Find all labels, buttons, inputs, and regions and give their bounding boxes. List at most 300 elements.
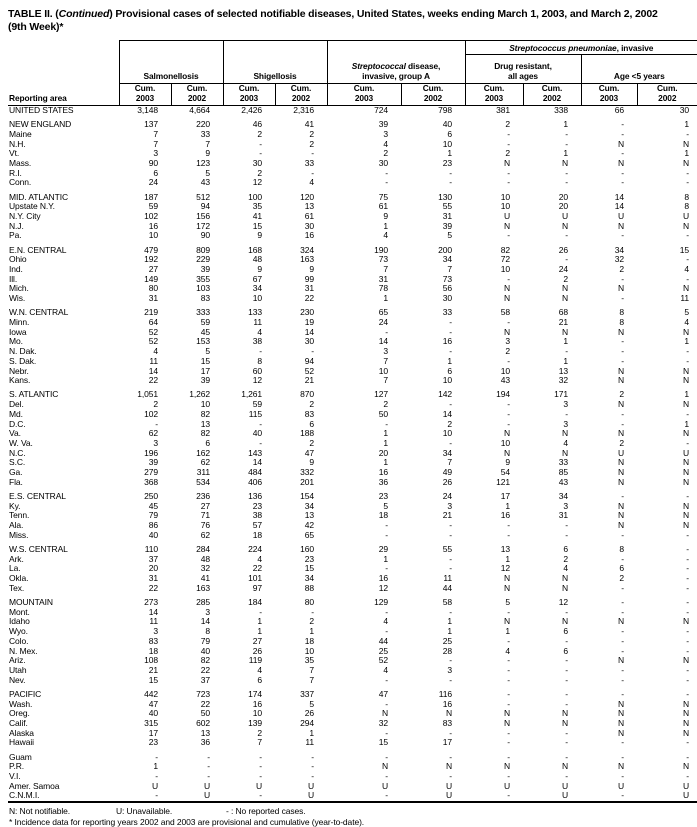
value-cell: - bbox=[311, 148, 314, 159]
value-cell: - bbox=[311, 346, 314, 357]
value-cell: 32 bbox=[378, 717, 388, 728]
table-title bbox=[8, 8, 689, 33]
value-cell: 1 bbox=[684, 389, 690, 400]
value-cell: - bbox=[565, 727, 568, 738]
value-cell: 80 bbox=[304, 597, 314, 608]
table-row bbox=[8, 656, 697, 666]
reporting-area-cell: Miss. bbox=[9, 529, 29, 540]
value-cell: 115 bbox=[248, 408, 262, 419]
value-cell: 7 bbox=[383, 375, 388, 386]
value-cell: N bbox=[503, 158, 510, 169]
value-cell: N bbox=[617, 476, 624, 487]
table-row bbox=[8, 308, 697, 318]
value-cell: 37 bbox=[200, 674, 210, 685]
table-row bbox=[8, 120, 697, 130]
value-cell: U bbox=[682, 790, 690, 801]
value-cell: N bbox=[503, 428, 510, 439]
value-cell: - bbox=[621, 293, 624, 304]
value-cell: 119 bbox=[248, 655, 262, 666]
value-cell: - bbox=[507, 399, 510, 410]
value-cell: 61 bbox=[378, 201, 388, 212]
value-cell: 3 bbox=[447, 664, 452, 675]
value-cell: 2,426 bbox=[241, 105, 262, 115]
value-cell: 809 bbox=[196, 244, 210, 255]
cum-year-cell: Cum. 2002 bbox=[523, 84, 581, 106]
value-cell: N bbox=[682, 476, 690, 487]
reporting-area-cell: N.H. bbox=[9, 138, 26, 149]
value-cell: 24 bbox=[558, 264, 568, 275]
value-cell: 46 bbox=[252, 119, 262, 130]
value-cell: U bbox=[307, 790, 314, 801]
value-cell: - bbox=[565, 751, 568, 762]
value-cell: - bbox=[311, 771, 314, 781]
table-row bbox=[8, 265, 697, 275]
value-cell: N bbox=[682, 520, 690, 531]
value-cell: N bbox=[617, 399, 624, 410]
value-cell: 4 bbox=[257, 326, 262, 337]
value-cell: 6 bbox=[563, 645, 568, 656]
value-cell: 484 bbox=[248, 467, 262, 478]
value-cell: 333 bbox=[196, 307, 210, 318]
value-cell: 50 bbox=[200, 708, 210, 719]
reporting-area-cell: R.I. bbox=[9, 167, 22, 178]
value-cell: - bbox=[385, 771, 388, 781]
value-cell: - bbox=[565, 655, 568, 666]
value-cell: N bbox=[503, 582, 510, 593]
value-cell: 58 bbox=[442, 597, 452, 608]
value-cell: - bbox=[621, 346, 624, 357]
value-cell: 32 bbox=[614, 254, 624, 265]
table-row bbox=[8, 719, 697, 729]
value-cell: U bbox=[151, 780, 158, 791]
table-row bbox=[8, 709, 697, 719]
value-cell: 17 bbox=[148, 727, 158, 738]
cum-year-cell: Cum. 2003 bbox=[119, 84, 171, 106]
value-cell: - bbox=[449, 553, 452, 564]
value-cell: 3 bbox=[205, 606, 210, 617]
table-row bbox=[8, 429, 697, 439]
value-cell: 36 bbox=[200, 737, 210, 748]
value-cell: 49 bbox=[442, 467, 452, 478]
value-cell: U bbox=[561, 790, 568, 801]
value-cell: - bbox=[621, 606, 624, 617]
value-cell: 26 bbox=[558, 244, 568, 255]
value-cell: - bbox=[507, 688, 510, 699]
value-cell: - bbox=[686, 254, 690, 265]
value-cell: - bbox=[311, 606, 314, 617]
table-row bbox=[8, 410, 697, 420]
value-cell: 26 bbox=[252, 645, 262, 656]
value-cell: 30 bbox=[378, 158, 388, 169]
value-cell: - bbox=[621, 230, 624, 241]
value-cell: - bbox=[507, 418, 510, 429]
value-cell: 31 bbox=[442, 211, 452, 222]
reporting-area-cell: Mont. bbox=[9, 606, 30, 617]
table-row bbox=[8, 246, 697, 256]
value-cell: 16 bbox=[252, 698, 262, 709]
value-cell: 2,316 bbox=[293, 105, 314, 115]
value-cell: N bbox=[503, 283, 510, 294]
value-cell: - bbox=[259, 418, 262, 429]
value-cell: - bbox=[449, 771, 452, 781]
value-cell: N bbox=[617, 220, 624, 231]
value-cell: 16 bbox=[442, 336, 452, 347]
value-cell: 2 bbox=[257, 727, 262, 738]
value-cell: N bbox=[682, 698, 690, 709]
value-cell: N bbox=[617, 326, 624, 337]
value-cell: - bbox=[565, 606, 568, 617]
value-cell: - bbox=[385, 751, 388, 762]
value-cell: - bbox=[449, 438, 452, 448]
value-cell: 39 bbox=[378, 119, 388, 130]
value-cell: - bbox=[686, 553, 690, 564]
reporting-area-cell: S.C. bbox=[9, 457, 26, 468]
value-cell: 3,148 bbox=[137, 105, 158, 115]
value-cell: N bbox=[561, 708, 568, 719]
value-cell: 1 bbox=[447, 626, 452, 637]
value-cell: 16 bbox=[378, 573, 388, 584]
reporting-area-cell: UNITED STATES bbox=[9, 105, 74, 115]
value-cell: N bbox=[503, 326, 510, 337]
value-cell: - bbox=[449, 520, 452, 531]
value-cell: 19 bbox=[304, 317, 314, 328]
value-cell: - bbox=[686, 645, 690, 656]
value-cell: - bbox=[621, 771, 624, 781]
strep-a-line2: invasive, group A bbox=[362, 70, 430, 81]
value-cell: - bbox=[621, 119, 624, 130]
value-cell: 13 bbox=[304, 201, 314, 212]
value-cell: 14 bbox=[148, 365, 158, 376]
value-cell: N bbox=[561, 573, 568, 584]
value-cell: 29 bbox=[378, 544, 388, 555]
value-cell: N bbox=[682, 375, 690, 386]
value-cell: N bbox=[503, 616, 510, 627]
value-cell: 62 bbox=[148, 428, 158, 439]
footnote-asterisk: * Incidence data for reporting years 2002 and 2003 are provisional and cumulative (year-to-date). bbox=[9, 816, 365, 827]
value-cell: 14 bbox=[378, 336, 388, 347]
value-cell: 1 bbox=[505, 553, 510, 564]
value-cell: - bbox=[259, 790, 262, 801]
reporting-area-cell: Calif. bbox=[9, 717, 28, 728]
value-cell: 47 bbox=[378, 688, 388, 699]
value-cell: 52 bbox=[148, 336, 158, 347]
value-cell: 1 bbox=[563, 355, 568, 366]
value-cell: 1 bbox=[684, 119, 690, 130]
value-cell: 56 bbox=[442, 283, 452, 294]
value-cell: 71 bbox=[200, 510, 210, 521]
value-cell: - bbox=[686, 230, 690, 241]
value-cell: 82 bbox=[500, 244, 510, 255]
value-cell: 2 bbox=[505, 148, 510, 159]
value-cell: 47 bbox=[304, 447, 314, 458]
value-cell: - bbox=[259, 438, 262, 448]
value-cell: 11 bbox=[149, 616, 158, 627]
value-cell: 90 bbox=[148, 158, 158, 169]
value-cell: U bbox=[203, 790, 210, 801]
value-cell: 40 bbox=[252, 428, 262, 439]
value-cell: 9 bbox=[205, 148, 210, 159]
value-cell: 22 bbox=[200, 698, 210, 709]
value-cell: 27 bbox=[252, 635, 262, 646]
value-cell: - bbox=[507, 635, 510, 646]
table-row bbox=[8, 468, 697, 478]
cum-year-cell: Cum. 2003 bbox=[465, 84, 523, 106]
table-row bbox=[8, 608, 697, 618]
value-cell: 162 bbox=[196, 447, 210, 458]
table-row bbox=[8, 700, 697, 710]
value-cell: 52 bbox=[378, 655, 388, 666]
value-cell: 10 bbox=[442, 428, 452, 439]
reporting-area-cell: Minn. bbox=[9, 317, 30, 328]
spanner-rest: , invasive bbox=[616, 42, 654, 53]
value-cell: - bbox=[385, 326, 388, 337]
value-cell: - bbox=[507, 727, 510, 738]
value-cell: N bbox=[682, 500, 690, 511]
value-cell: 279 bbox=[144, 467, 158, 478]
value-cell: 40 bbox=[442, 119, 452, 130]
table-row bbox=[8, 318, 697, 328]
reporting-area-cell: N.Y. City bbox=[9, 211, 41, 222]
value-cell: - bbox=[449, 529, 452, 540]
value-cell: 18 bbox=[378, 510, 388, 521]
value-cell: N bbox=[682, 510, 690, 521]
value-cell: 24 bbox=[148, 177, 158, 188]
value-cell: 48 bbox=[252, 254, 262, 265]
value-cell: 83 bbox=[200, 293, 210, 304]
table-row bbox=[8, 458, 697, 468]
value-cell: 10 bbox=[148, 230, 158, 241]
value-cell: - bbox=[155, 418, 158, 429]
table-header bbox=[8, 41, 697, 106]
value-cell: N bbox=[682, 326, 690, 337]
cum-year-cell: Cum. 2003 bbox=[327, 84, 401, 106]
spanner-italic: Streptococcus pneumoniae bbox=[509, 42, 617, 53]
value-cell: 11 bbox=[443, 573, 452, 584]
table-row bbox=[8, 762, 697, 772]
footnote-u: U: Unavailable. bbox=[116, 806, 173, 817]
value-cell: N bbox=[682, 428, 690, 439]
value-cell: 4 bbox=[563, 563, 568, 574]
value-cell: 602 bbox=[196, 717, 210, 728]
value-cell: 72 bbox=[500, 254, 510, 265]
value-cell: 22 bbox=[148, 582, 158, 593]
value-cell: 1,261 bbox=[241, 389, 262, 400]
value-cell: 65 bbox=[304, 529, 314, 540]
value-cell: N bbox=[617, 520, 624, 531]
value-cell: 273 bbox=[144, 597, 158, 608]
reporting-area-cell: Mo. bbox=[9, 336, 23, 347]
value-cell: 30 bbox=[442, 293, 452, 304]
value-cell: 110 bbox=[144, 544, 158, 555]
value-cell: 1 bbox=[257, 616, 262, 627]
value-cell: N bbox=[682, 655, 690, 666]
value-cell: - bbox=[385, 529, 388, 540]
value-cell: 6 bbox=[563, 544, 568, 555]
value-cell: - bbox=[507, 737, 510, 748]
reporting-area-cell: S. ATLANTIC bbox=[9, 389, 59, 400]
value-cell: - bbox=[686, 771, 690, 781]
value-cell: 22 bbox=[200, 664, 210, 675]
reporting-area-cell: W.S. CENTRAL bbox=[9, 544, 68, 555]
value-cell: 7 bbox=[383, 355, 388, 366]
value-cell: N bbox=[617, 616, 624, 627]
value-cell: - bbox=[385, 698, 388, 709]
value-cell: 196 bbox=[144, 447, 158, 458]
reporting-area-cell: Colo. bbox=[9, 635, 29, 646]
value-cell: 6 bbox=[257, 674, 262, 685]
table-row bbox=[8, 564, 697, 574]
footnote-symbols bbox=[9, 806, 689, 817]
value-cell: N bbox=[617, 375, 624, 386]
value-cell: 13 bbox=[500, 544, 510, 555]
value-cell: 42 bbox=[304, 520, 314, 531]
value-cell: N bbox=[682, 399, 690, 410]
value-cell: 5 bbox=[447, 230, 452, 241]
value-cell: 168 bbox=[248, 244, 262, 255]
value-cell: 18 bbox=[148, 645, 158, 656]
value-cell: 68 bbox=[558, 307, 568, 318]
value-cell: - bbox=[621, 491, 624, 502]
value-cell: 15 bbox=[148, 674, 158, 685]
value-cell: - bbox=[686, 573, 690, 584]
value-cell: - bbox=[449, 167, 452, 178]
value-cell: 33 bbox=[304, 158, 314, 169]
value-cell: 5 bbox=[383, 500, 388, 511]
value-cell: 3 bbox=[153, 148, 158, 159]
footnote-dash: - : No reported cases. bbox=[226, 806, 306, 817]
reporting-area-cell: N. Dak. bbox=[9, 346, 37, 357]
value-cell: 64 bbox=[148, 317, 158, 328]
value-cell: 79 bbox=[148, 510, 158, 521]
value-cell: 9 bbox=[257, 230, 262, 241]
value-cell: - bbox=[385, 626, 388, 637]
value-cell: N bbox=[561, 293, 568, 304]
value-cell: 47 bbox=[148, 698, 158, 709]
reporting-area-cell: Conn. bbox=[9, 177, 32, 188]
value-cell: U bbox=[561, 211, 568, 222]
value-cell: 130 bbox=[438, 191, 452, 202]
value-cell: 15 bbox=[378, 737, 388, 748]
value-cell: - bbox=[621, 737, 624, 748]
value-cell: - bbox=[507, 138, 510, 149]
value-cell: 1,051 bbox=[137, 389, 158, 400]
value-cell: 22 bbox=[304, 293, 314, 304]
value-cell: N bbox=[561, 616, 568, 627]
value-cell: - bbox=[565, 408, 568, 419]
table-row bbox=[8, 782, 697, 792]
reporting-area-cell: Va. bbox=[9, 428, 21, 439]
value-cell: 9 bbox=[505, 457, 510, 468]
value-cell: N bbox=[617, 283, 624, 294]
table-row bbox=[8, 255, 697, 265]
value-cell: N bbox=[503, 573, 510, 584]
table-row bbox=[8, 367, 697, 377]
value-cell: - bbox=[507, 606, 510, 617]
value-cell: 2 bbox=[505, 119, 510, 130]
value-cell: - bbox=[449, 606, 452, 617]
value-cell: - bbox=[507, 529, 510, 540]
value-cell: 1 bbox=[505, 500, 510, 511]
value-cell: N bbox=[561, 447, 568, 458]
table-row bbox=[8, 729, 697, 739]
reporting-area-cell: Ky. bbox=[9, 500, 21, 511]
value-cell: 3 bbox=[153, 626, 158, 637]
value-cell: 311 bbox=[196, 467, 210, 478]
value-cell: 62 bbox=[200, 529, 210, 540]
value-cell: 184 bbox=[248, 597, 262, 608]
value-cell: - bbox=[385, 520, 388, 531]
value-cell: - bbox=[686, 626, 690, 637]
reporting-area-cell: Mich. bbox=[9, 283, 29, 294]
reporting-area-cell: Maine bbox=[9, 128, 32, 139]
value-cell: - bbox=[621, 128, 624, 139]
value-cell: 30 bbox=[304, 220, 314, 231]
value-cell: N bbox=[617, 365, 624, 376]
value-cell: 5 bbox=[309, 698, 314, 709]
value-cell: - bbox=[207, 751, 210, 762]
value-cell: 6 bbox=[619, 563, 624, 574]
value-cell: 1 bbox=[684, 148, 690, 159]
value-cell: 6 bbox=[447, 365, 452, 376]
value-cell: 11 bbox=[680, 293, 690, 304]
reporting-area-cell: MOUNTAIN bbox=[9, 597, 53, 608]
value-cell: 479 bbox=[144, 244, 158, 255]
table-row bbox=[8, 521, 697, 531]
value-cell: 30 bbox=[679, 105, 690, 115]
value-cell: N bbox=[561, 158, 568, 169]
value-cell: 22 bbox=[252, 563, 262, 574]
value-cell: 10 bbox=[200, 399, 210, 410]
value-cell: 2 bbox=[447, 418, 452, 429]
value-cell: 2 bbox=[383, 399, 388, 410]
value-cell: 39 bbox=[200, 375, 210, 386]
value-cell: 30 bbox=[304, 336, 314, 347]
value-cell: 36 bbox=[378, 476, 388, 487]
value-cell: N bbox=[682, 727, 690, 738]
value-cell: - bbox=[565, 688, 568, 699]
value-cell: 171 bbox=[554, 389, 568, 400]
value-cell: - bbox=[565, 664, 568, 675]
reporting-area-cell: W. Va. bbox=[9, 438, 33, 448]
value-cell: 18 bbox=[252, 529, 262, 540]
value-cell: 1 bbox=[563, 336, 568, 347]
value-cell: N bbox=[617, 655, 624, 666]
value-cell: 34 bbox=[442, 254, 452, 265]
value-cell: 3 bbox=[563, 418, 568, 429]
strep-group-a-header bbox=[327, 41, 465, 84]
table-row bbox=[8, 294, 697, 304]
value-cell: - bbox=[621, 751, 624, 762]
value-cell: N bbox=[445, 761, 452, 772]
value-cell: - bbox=[259, 771, 262, 781]
value-cell: 123 bbox=[196, 158, 210, 169]
value-cell: N bbox=[617, 761, 624, 772]
value-cell: 12 bbox=[558, 597, 568, 608]
value-cell: 82 bbox=[200, 428, 210, 439]
value-cell: - bbox=[449, 674, 452, 685]
value-cell: - bbox=[621, 597, 624, 608]
value-cell: 337 bbox=[300, 688, 314, 699]
value-cell: 2 bbox=[309, 138, 314, 149]
table-row bbox=[8, 545, 697, 555]
value-cell: 10 bbox=[500, 191, 510, 202]
reporting-area-cell: Amer. Samoa bbox=[9, 780, 60, 791]
value-cell: 45 bbox=[148, 500, 158, 511]
value-cell: 2 bbox=[383, 148, 388, 159]
value-cell: N bbox=[561, 717, 568, 728]
value-cell: 15 bbox=[679, 244, 690, 255]
value-cell: N bbox=[682, 467, 690, 478]
